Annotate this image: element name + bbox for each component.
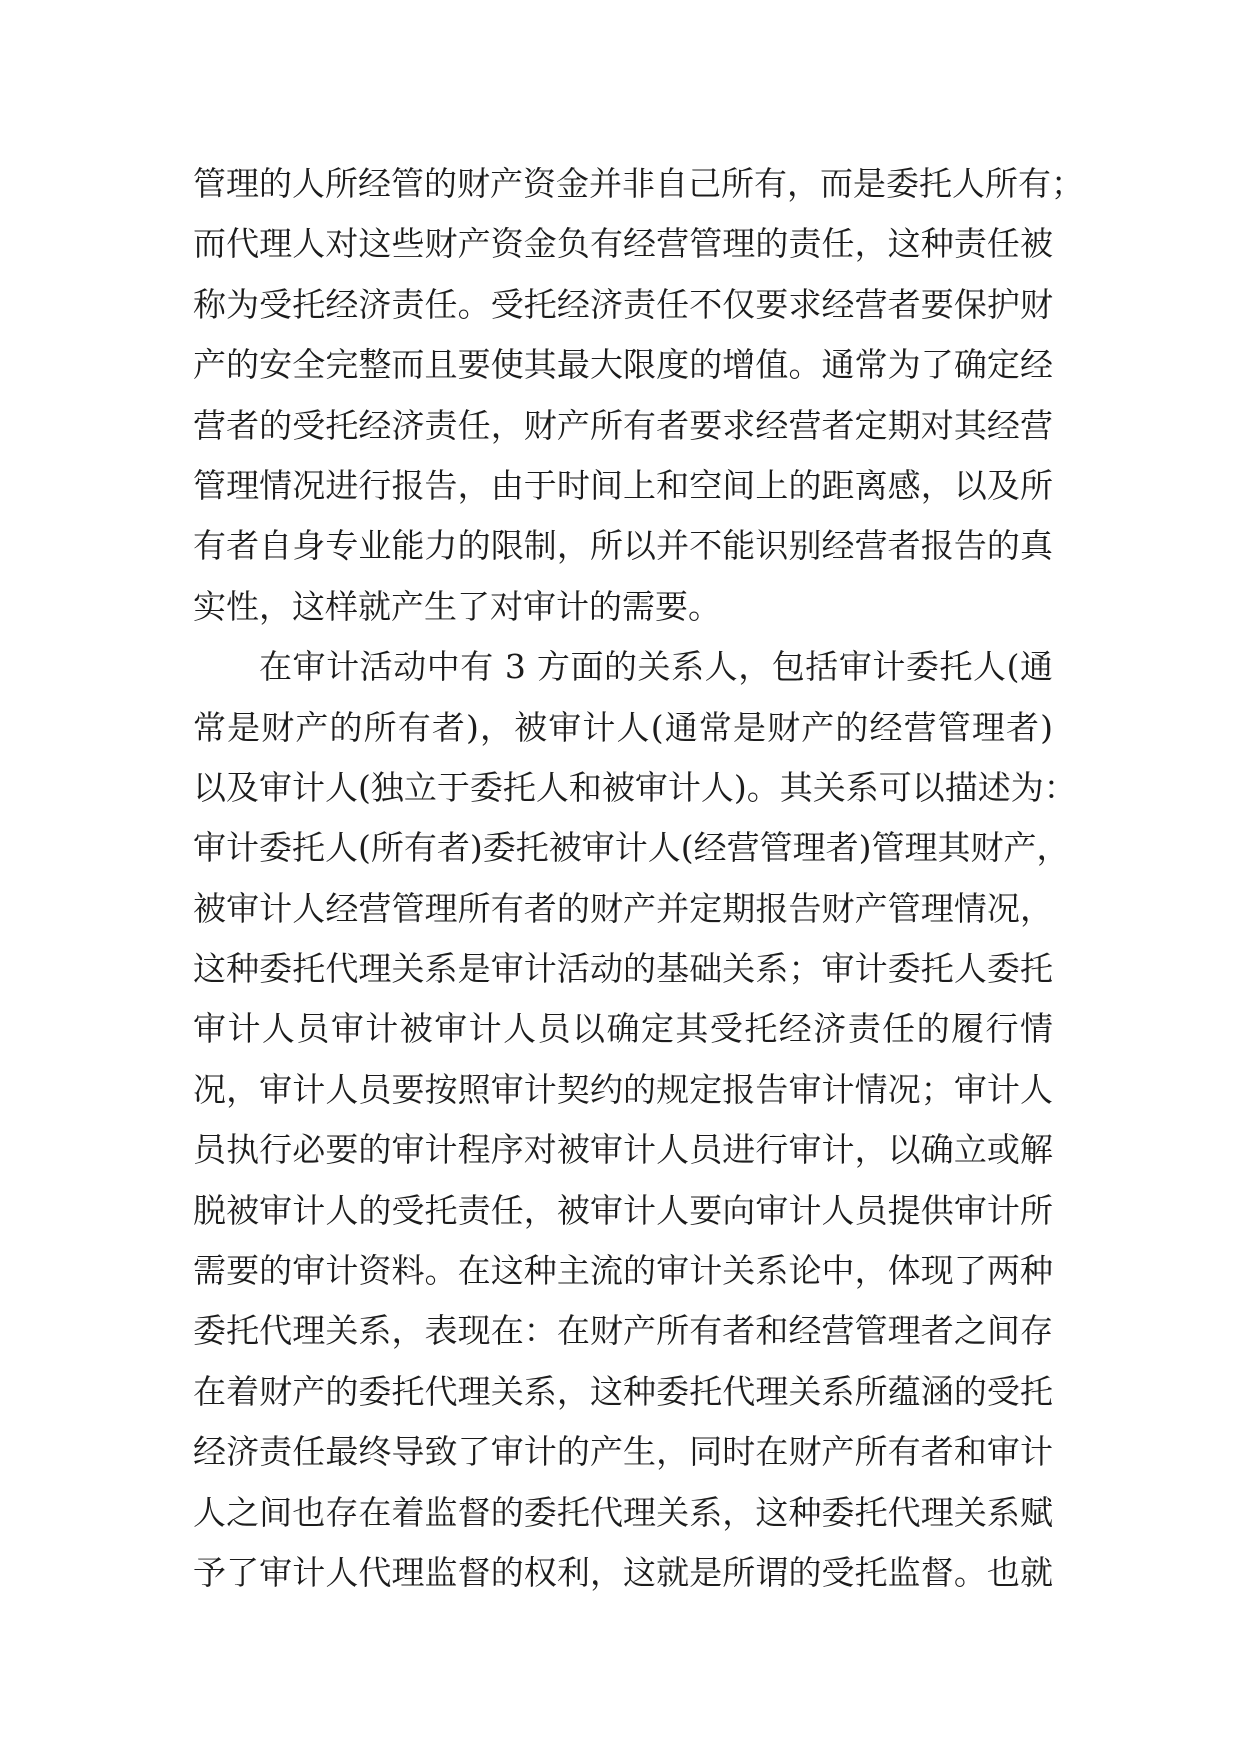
text-line-17: 员执行必要的审计程序对被审计人员进行审计，以确立或解	[193, 1130, 1053, 1170]
text-line-1: 管理的人所经管的财产资金并非自己所有，而是委托人所有；	[193, 164, 1084, 203]
text-line-2: 而代理人对这些财产资金负有经营管理的责任，这种责任被	[193, 224, 1053, 264]
text-line-21: 在着财产的委托代理关系，这种委托代理关系所蕴涵的受托	[193, 1371, 1053, 1411]
text-line-22: 经济责任最终导致了审计的产生，同时在财产所有者和审计	[193, 1432, 1053, 1472]
text-line-5: 营者的受托经济责任，财产所有者要求经营者定期对其经营	[193, 405, 1053, 445]
text-line-11: 以及审计人(独立于委托人和被审计人)。其关系可以描述为：	[193, 767, 1077, 807]
text-line-3: 称为受托经济责任。受托经济责任不仅要求经营者要保护财	[193, 284, 1053, 324]
text-line-9: 在审计活动中有 3 方面的关系人，包括审计委托人(通	[259, 647, 1053, 687]
text-line-6: 管理情况进行报告，由于时间上和空间上的距离感，以及所	[193, 465, 1053, 505]
text-line-23: 人之间也存在着监督的委托代理关系，这种委托代理关系赋	[193, 1492, 1053, 1532]
text-line-18: 脱被审计人的受托责任，被审计人要向审计人员提供审计所	[193, 1190, 1053, 1230]
text-line-7: 有者自身专业能力的限制，所以并不能识别经营者报告的真	[193, 526, 1053, 566]
body-text	[193, 154, 1084, 1603]
text-line-19: 需要的审计资料。在这种主流的审计关系论中，体现了两种	[193, 1251, 1053, 1291]
text-line-24: 予了审计人代理监督的权利，这就是所谓的受托监督。也就	[193, 1552, 1053, 1592]
text-line-14: 这种委托代理关系是审计活动的基础关系；审计委托人委托	[193, 949, 1053, 989]
text-line-13: 被审计人经营管理所有者的财产并定期报告财产管理情况，	[193, 888, 1053, 928]
text-line-10: 常是财产的所有者)，被审计人(通常是财产的经营管理者)	[193, 707, 1053, 747]
text-line-15: 审计人员审计被审计人员以确定其受托经济责任的履行情	[193, 1009, 1053, 1049]
text-line-8: 实性，这样就产生了对审计的需要。	[193, 586, 721, 626]
text-line-12: 审计委托人(所有者)委托被审计人(经营管理者)管理其财产，	[193, 828, 1070, 868]
text-line-16: 况，审计人员要按照审计契约的规定报告审计情况；审计人	[193, 1069, 1053, 1109]
text-line-20: 委托代理关系，表现在：在财产所有者和经营管理者之间存	[193, 1311, 1053, 1351]
text-line-4: 产的安全完整而且要使其最大限度的增值。通常为了确定经	[193, 345, 1053, 385]
